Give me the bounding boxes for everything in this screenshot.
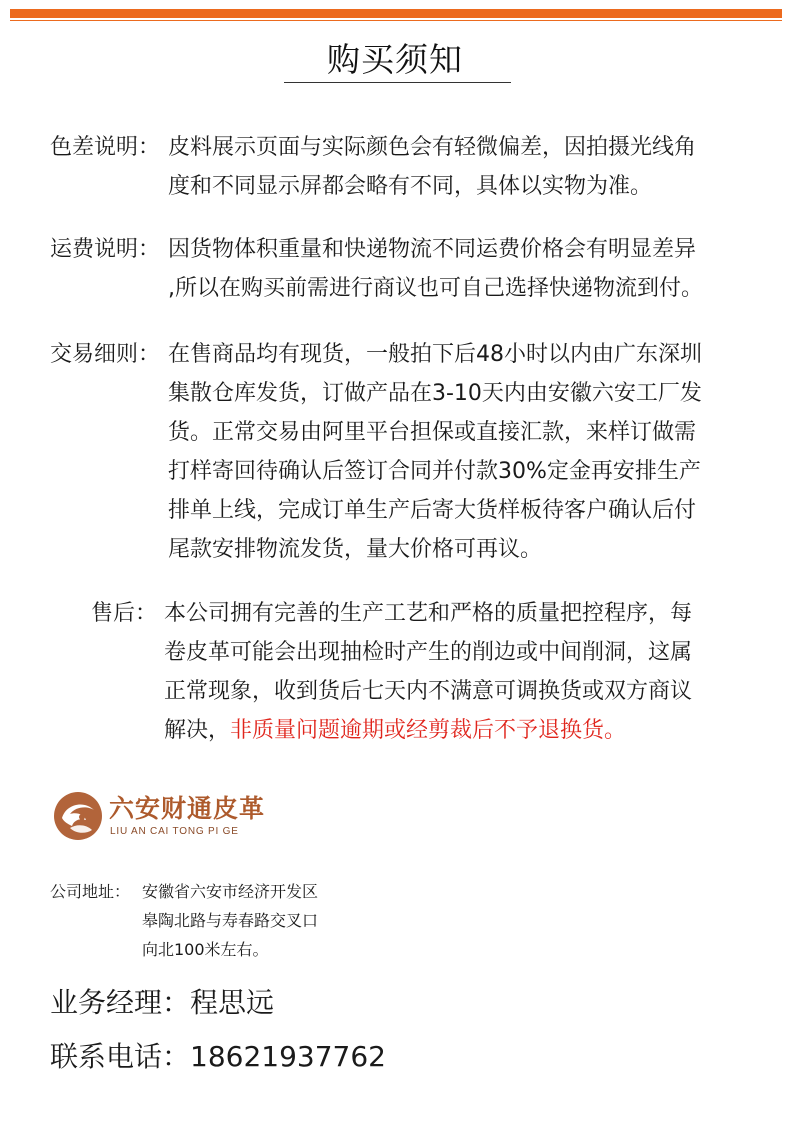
address-lines (142, 877, 318, 964)
section-label: 售后： (91, 601, 158, 626)
section-line: 因货物体积重量和快递物流不同运费价格会有明显差异 (168, 237, 697, 262)
section-line: 度和不同显示屏都会略有不同，具体以实物为准。 (168, 174, 653, 199)
section-line: 打样寄回待确认后签订合同并付款30%定金再安排生产 (168, 459, 701, 484)
section-line: 尾款安排物流发货，量大价格可再议。 (168, 537, 543, 562)
contact-phone: 联系电话：18621937762 (50, 1040, 386, 1073)
sales-manager: 业务经理：程思远 (50, 986, 275, 1019)
section-label: 运费说明： (50, 237, 161, 262)
page-title: 购买须知 (327, 40, 463, 79)
section-label: 色差说明： (50, 135, 161, 160)
section-line: 正常现象，收到货后七天内不满意可调换货或双方商议 (164, 679, 693, 704)
top-accent-line (10, 20, 782, 21)
return-policy-warning: 非质量问题逾期或经剪裁后不予退换货。 (230, 718, 627, 743)
section-line: 货。正常交易由阿里平台担保或直接汇款，来样订做需 (168, 420, 697, 445)
section-line: 皮料展示页面与实际颜色会有轻微偏差，因拍摄光线角 (168, 135, 697, 160)
title-underline (284, 82, 511, 83)
section-body (168, 128, 696, 206)
address-label: 公司地址： (50, 882, 131, 901)
section-line: 本公司拥有完善的生产工艺和严格的质量把控程序，每 (164, 601, 693, 626)
section-label: 交易细则： (50, 342, 161, 367)
section-line: 排单上线，完成订单生产后寄大货样板待客户确认后付 (168, 498, 697, 523)
section-body (168, 335, 702, 569)
address-line: 向北100米左右。 (142, 940, 269, 959)
section-line: 卷皮革可能会出现抽检时产生的削边或中间削洞，这属 (164, 640, 693, 665)
company-logo (52, 790, 312, 846)
address-line: 安徽省六安市经济开发区 (142, 882, 319, 901)
section-line: ,所以在购买前需进行商议也可自己选择快递物流到付。 (168, 276, 703, 301)
logo-name-en: LIU AN CAI TONG PI GE (110, 826, 239, 837)
top-accent-bar (10, 9, 782, 18)
section-body (168, 230, 703, 308)
section-line: 集散仓库发货，订做产品在3-10天内由安徽六安工厂发 (168, 381, 702, 406)
address-line: 皋陶北路与寿春路交叉口 (142, 911, 319, 930)
section-line-last (164, 711, 692, 750)
logo-name-cn: 六安财通皮革 (109, 794, 266, 823)
section-line: 在售商品均有现货，一般拍下后48小时以内由广东深圳 (168, 342, 702, 367)
leather-swirl-logo-icon (52, 790, 104, 842)
section-body (164, 594, 692, 750)
section-line-plain: 解决， (164, 718, 231, 743)
